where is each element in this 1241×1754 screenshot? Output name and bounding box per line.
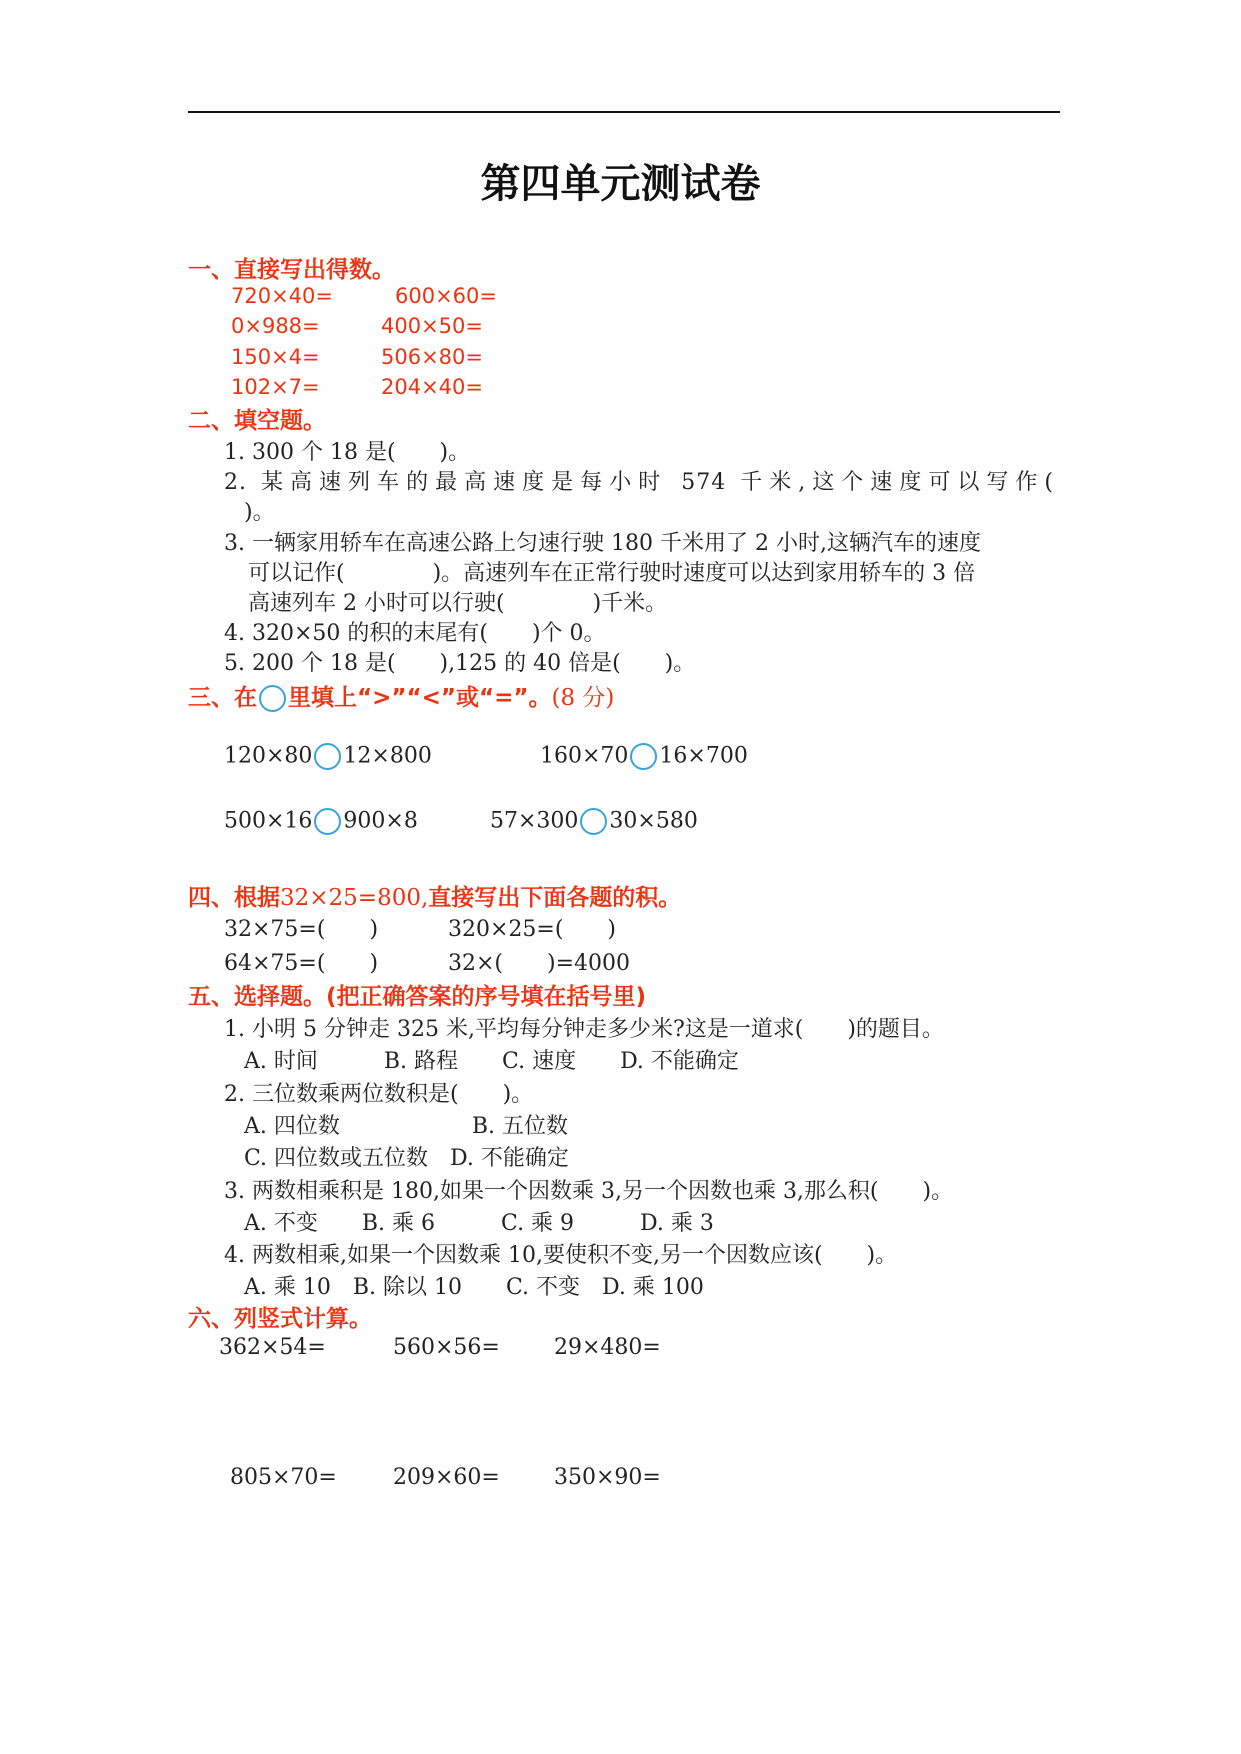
- choice-question: 3. 两数相乘积是 180,如果一个因数乘 3,另一个因数也乘 3,那么积( )。: [224, 1179, 954, 1204]
- choice-question: 4. 两数相乘,如果一个因数乘 10,要使积不变,另一个因数应该( )。: [224, 1243, 898, 1268]
- choice-options: C. 四位数或五位数 D. 不能确定: [244, 1146, 569, 1171]
- compare-right: 900×8: [343, 808, 418, 834]
- oral-item: 600×60=: [395, 284, 497, 308]
- oral-item: 204×40=: [381, 375, 483, 399]
- vertical-calc-item: 805×70=: [230, 1465, 337, 1490]
- product-item: 320×25=( ): [448, 917, 617, 942]
- compare-right: 12×800: [343, 743, 432, 769]
- vertical-calc-item: 209×60=: [393, 1465, 500, 1490]
- product-item: 32×75=( ): [224, 917, 379, 942]
- compare-item: [540, 743, 748, 770]
- vertical-calc-item: 29×480=: [554, 1335, 661, 1360]
- section-4-heading-part: 直接写出下面各题的积。: [428, 885, 682, 911]
- choice-options: A. 不变 B. 乘 6 C. 乘 9 D. 乘 3: [244, 1211, 714, 1236]
- answer-circle[interactable]: [630, 743, 657, 770]
- fill-question-cont: )。: [244, 500, 275, 525]
- fill-question: 3. 一辆家用轿车在高速公路上匀速行驶 180 千米用了 2 小时,这辆汽车的速度: [224, 531, 981, 556]
- fill-question-cont: 高速列车 2 小时可以行驶( )千米。: [248, 591, 668, 616]
- compare-left: 57×300: [490, 808, 579, 834]
- compare-right: 16×700: [659, 743, 748, 769]
- fill-question: 4. 320×50 的积的末尾有( )个 0。: [224, 621, 606, 646]
- oral-item: 150×4=: [231, 345, 320, 369]
- oral-item: 102×7=: [231, 375, 320, 399]
- product-item: 32×( )=4000: [448, 951, 631, 976]
- section-4-heading-part: 32×25=800,: [280, 885, 429, 911]
- oral-item: 506×80=: [381, 345, 483, 369]
- compare-item: [224, 743, 432, 770]
- choice-options: A. 时间 B. 路程 C. 速度 D. 不能确定: [244, 1049, 739, 1074]
- fill-question: 5. 200 个 18 是( ),125 的 40 倍是( )。: [224, 651, 696, 676]
- compare-left: 120×80: [224, 743, 313, 769]
- compare-left: 160×70: [540, 743, 629, 769]
- answer-circle[interactable]: [314, 743, 341, 770]
- choice-options: A. 四位数 B. 五位数: [244, 1114, 569, 1139]
- section-2-heading: 二、填空题。: [188, 408, 326, 434]
- page-title: 第四单元测试卷: [480, 161, 761, 207]
- compare-left: 500×16: [224, 808, 313, 834]
- circle-icon: [259, 685, 286, 712]
- fill-question-cont: 可以记作( )。高速列车在正常行驶时速度可以达到家用轿车的 3 倍: [248, 561, 976, 586]
- section-3-heading: [188, 679, 614, 712]
- section-6-heading: 六、列竖式计算。: [188, 1306, 372, 1332]
- choice-options: A. 乘 10 B. 除以 10 C. 不变 D. 乘 100: [244, 1275, 704, 1300]
- answer-circle[interactable]: [314, 808, 341, 835]
- fill-question: 1. 300 个 18 是( )。: [224, 440, 471, 465]
- compare-right: 30×580: [609, 808, 698, 834]
- vertical-calc-item: 560×56=: [393, 1335, 500, 1360]
- choice-question: 2. 三位数乘两位数积是( )。: [224, 1082, 534, 1107]
- vertical-calc-item: 362×54=: [219, 1335, 326, 1360]
- compare-item: [490, 808, 698, 835]
- choice-question: 1. 小明 5 分钟走 325 米,平均每分钟走多少米?这是一道求( )的题目。: [224, 1017, 944, 1042]
- oral-item: 400×50=: [381, 314, 483, 338]
- section-3-heading-part: 里填上“>”“<”或“=”。: [288, 685, 552, 711]
- compare-item: [224, 808, 418, 835]
- section-3-score: (8 分): [551, 685, 615, 711]
- fill-question: 2. 某高速列车的最高速度是每小时 574 千米,这个速度可以写作(: [224, 470, 1054, 495]
- section-1-heading: 一、直接写出得数。: [188, 257, 395, 283]
- section-5-heading: 五、选择题。(把正确答案的序号填在括号里): [188, 984, 647, 1010]
- vertical-calc-item: 350×90=: [554, 1465, 661, 1490]
- product-item: 64×75=( ): [224, 951, 379, 976]
- oral-item: 0×988=: [231, 314, 320, 338]
- answer-circle[interactable]: [580, 808, 607, 835]
- section-4-heading-part: 四、根据: [188, 885, 280, 911]
- section-4-heading: [188, 879, 681, 912]
- top-rule: [188, 111, 1060, 113]
- oral-item: 720×40=: [231, 284, 333, 308]
- section-3-heading-part: 三、在: [188, 685, 257, 711]
